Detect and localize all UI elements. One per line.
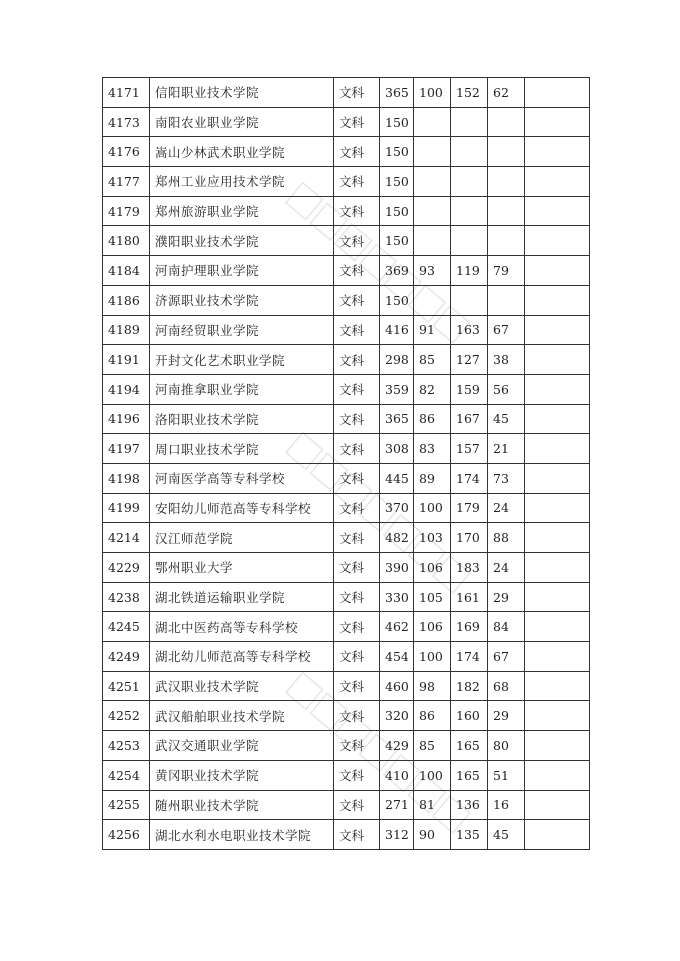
score-cell: 150 [380, 167, 414, 197]
blank-cell [525, 790, 590, 820]
score-cell: 150 [380, 107, 414, 137]
blank-cell [525, 523, 590, 553]
score-cell: 163 [451, 315, 488, 345]
table-row [103, 345, 590, 375]
subject-type-cell: 文科 [334, 285, 380, 315]
score-cell [488, 226, 525, 256]
score-cell: 157 [451, 434, 488, 464]
score-cell: 100 [414, 493, 451, 523]
subject-type-cell: 文科 [334, 463, 380, 493]
blank-cell [525, 404, 590, 434]
score-cell: 29 [488, 582, 525, 612]
score-cell: 83 [414, 434, 451, 464]
blank-cell [525, 345, 590, 375]
school-code-cell: 4255 [103, 790, 150, 820]
subject-type-cell: 文科 [334, 820, 380, 850]
subject-type-cell: 文科 [334, 107, 380, 137]
school-name-cell: 周口职业技术学院 [150, 434, 334, 464]
school-name-cell: 武汉船舶职业技术学院 [150, 701, 334, 731]
blank-cell [525, 731, 590, 761]
blank-cell [525, 374, 590, 404]
score-cell: 454 [380, 642, 414, 672]
school-code-cell: 4253 [103, 731, 150, 761]
table-row [103, 404, 590, 434]
table-row [103, 760, 590, 790]
blank-cell [525, 760, 590, 790]
score-cell [414, 107, 451, 137]
school-code-cell: 4251 [103, 671, 150, 701]
table-row [103, 493, 590, 523]
score-cell: 390 [380, 553, 414, 583]
school-code-cell: 4191 [103, 345, 150, 375]
score-cell: 68 [488, 671, 525, 701]
subject-type-cell: 文科 [334, 404, 380, 434]
school-name-cell: 嵩山少林武术职业学院 [150, 137, 334, 167]
subject-type-cell: 文科 [334, 434, 380, 464]
subject-type-cell: 文科 [334, 493, 380, 523]
subject-type-cell: 文科 [334, 374, 380, 404]
blank-cell [525, 226, 590, 256]
table-row [103, 731, 590, 761]
school-name-cell: 濮阳职业技术学院 [150, 226, 334, 256]
score-cell [488, 196, 525, 226]
score-cell: 445 [380, 463, 414, 493]
blank-cell [525, 315, 590, 345]
table-row [103, 642, 590, 672]
score-cell [451, 167, 488, 197]
score-cell: 369 [380, 256, 414, 286]
score-cell: 370 [380, 493, 414, 523]
school-name-cell: 武汉职业技术学院 [150, 671, 334, 701]
score-cell: 152 [451, 78, 488, 108]
score-cell: 308 [380, 434, 414, 464]
score-cell: 150 [380, 226, 414, 256]
school-name-cell: 随州职业技术学院 [150, 790, 334, 820]
subject-type-cell: 文科 [334, 553, 380, 583]
blank-cell [525, 701, 590, 731]
score-cell: 73 [488, 463, 525, 493]
subject-type-cell: 文科 [334, 760, 380, 790]
score-cell: 150 [380, 285, 414, 315]
score-cell: 29 [488, 701, 525, 731]
table-row [103, 553, 590, 583]
score-cell: 81 [414, 790, 451, 820]
blank-cell [525, 463, 590, 493]
school-code-cell: 4173 [103, 107, 150, 137]
school-name-cell: 安阳幼儿师范高等专科学校 [150, 493, 334, 523]
blank-cell [525, 612, 590, 642]
school-name-cell: 河南经贸职业学院 [150, 315, 334, 345]
subject-type-cell: 文科 [334, 196, 380, 226]
score-cell: 86 [414, 701, 451, 731]
score-cell: 67 [488, 315, 525, 345]
school-name-cell: 湖北中医药高等专科学校 [150, 612, 334, 642]
score-cell: 51 [488, 760, 525, 790]
score-cell: 119 [451, 256, 488, 286]
school-code-cell: 4179 [103, 196, 150, 226]
score-cell: 174 [451, 642, 488, 672]
school-name-cell: 郑州工业应用技术学院 [150, 167, 334, 197]
blank-cell [525, 434, 590, 464]
school-name-cell: 洛阳职业技术学院 [150, 404, 334, 434]
school-code-cell: 4180 [103, 226, 150, 256]
school-code-cell: 4229 [103, 553, 150, 583]
score-cell: 88 [488, 523, 525, 553]
score-cell: 106 [414, 553, 451, 583]
score-cell: 298 [380, 345, 414, 375]
subject-type-cell: 文科 [334, 345, 380, 375]
score-cell: 91 [414, 315, 451, 345]
blank-cell [525, 107, 590, 137]
score-cell: 482 [380, 523, 414, 553]
school-code-cell: 4186 [103, 285, 150, 315]
table-row [103, 582, 590, 612]
score-cell: 320 [380, 701, 414, 731]
score-cell: 67 [488, 642, 525, 672]
school-name-cell: 武汉交通职业学院 [150, 731, 334, 761]
score-cell: 174 [451, 463, 488, 493]
score-cell: 170 [451, 523, 488, 553]
school-code-cell: 4197 [103, 434, 150, 464]
school-name-cell: 湖北水利水电职业技术学院 [150, 820, 334, 850]
score-cell: 82 [414, 374, 451, 404]
table-row [103, 374, 590, 404]
score-cell: 416 [380, 315, 414, 345]
score-cell: 98 [414, 671, 451, 701]
score-cell [414, 167, 451, 197]
score-cell: 86 [414, 404, 451, 434]
score-cell: 271 [380, 790, 414, 820]
school-code-cell: 4184 [103, 256, 150, 286]
score-cell: 100 [414, 642, 451, 672]
score-cell: 79 [488, 256, 525, 286]
score-cell [451, 107, 488, 137]
blank-cell [525, 256, 590, 286]
school-code-cell: 4252 [103, 701, 150, 731]
blank-cell [525, 196, 590, 226]
school-name-cell: 郑州旅游职业学院 [150, 196, 334, 226]
blank-cell [525, 671, 590, 701]
score-cell: 80 [488, 731, 525, 761]
score-cell: 159 [451, 374, 488, 404]
score-cell: 165 [451, 760, 488, 790]
blank-cell [525, 642, 590, 672]
subject-type-cell: 文科 [334, 226, 380, 256]
blank-cell [525, 137, 590, 167]
score-cell: 24 [488, 553, 525, 583]
score-cell: 150 [380, 137, 414, 167]
score-cell [488, 167, 525, 197]
score-cell [451, 285, 488, 315]
score-cell: 100 [414, 760, 451, 790]
table-body [103, 78, 590, 850]
subject-type-cell: 文科 [334, 256, 380, 286]
score-cell: 84 [488, 612, 525, 642]
blank-cell [525, 167, 590, 197]
blank-cell [525, 582, 590, 612]
school-code-cell: 4256 [103, 820, 150, 850]
subject-type-cell: 文科 [334, 790, 380, 820]
subject-type-cell: 文科 [334, 642, 380, 672]
table-row [103, 285, 590, 315]
school-code-cell: 4176 [103, 137, 150, 167]
score-cell: 460 [380, 671, 414, 701]
score-cell: 462 [380, 612, 414, 642]
table-row [103, 256, 590, 286]
score-cell: 429 [380, 731, 414, 761]
score-cell: 183 [451, 553, 488, 583]
blank-cell [525, 820, 590, 850]
table-row [103, 107, 590, 137]
table-row [103, 434, 590, 464]
score-cell [451, 137, 488, 167]
score-cell: 93 [414, 256, 451, 286]
subject-type-cell: 文科 [334, 731, 380, 761]
score-cell: 136 [451, 790, 488, 820]
score-cell: 45 [488, 820, 525, 850]
admission-score-table [102, 77, 590, 850]
school-name-cell: 湖北幼儿师范高等专科学校 [150, 642, 334, 672]
school-code-cell: 4214 [103, 523, 150, 553]
score-cell: 179 [451, 493, 488, 523]
table-row [103, 820, 590, 850]
score-cell: 56 [488, 374, 525, 404]
school-code-cell: 4245 [103, 612, 150, 642]
school-code-cell: 4177 [103, 167, 150, 197]
score-cell: 24 [488, 493, 525, 523]
score-cell: 105 [414, 582, 451, 612]
score-cell [451, 196, 488, 226]
school-name-cell: 河南护理职业学院 [150, 256, 334, 286]
score-cell: 182 [451, 671, 488, 701]
blank-cell [525, 78, 590, 108]
score-cell [488, 137, 525, 167]
score-cell: 161 [451, 582, 488, 612]
school-name-cell: 信阳职业技术学院 [150, 78, 334, 108]
school-name-cell: 汉江师范学院 [150, 523, 334, 553]
school-code-cell: 4171 [103, 78, 150, 108]
score-cell [488, 285, 525, 315]
school-code-cell: 4249 [103, 642, 150, 672]
subject-type-cell: 文科 [334, 612, 380, 642]
table-row [103, 463, 590, 493]
table-row [103, 315, 590, 345]
subject-type-cell: 文科 [334, 315, 380, 345]
score-cell: 89 [414, 463, 451, 493]
score-cell: 167 [451, 404, 488, 434]
score-cell: 312 [380, 820, 414, 850]
subject-type-cell: 文科 [334, 78, 380, 108]
school-code-cell: 4199 [103, 493, 150, 523]
score-cell [414, 137, 451, 167]
table-row [103, 523, 590, 553]
school-code-cell: 4198 [103, 463, 150, 493]
score-cell: 90 [414, 820, 451, 850]
score-cell: 21 [488, 434, 525, 464]
table-row [103, 612, 590, 642]
score-cell: 135 [451, 820, 488, 850]
school-name-cell: 开封文化艺术职业学院 [150, 345, 334, 375]
subject-type-cell: 文科 [334, 523, 380, 553]
school-code-cell: 4196 [103, 404, 150, 434]
school-name-cell: 河南推拿职业学院 [150, 374, 334, 404]
score-cell [488, 107, 525, 137]
score-cell: 85 [414, 731, 451, 761]
blank-cell [525, 493, 590, 523]
score-cell: 365 [380, 78, 414, 108]
subject-type-cell: 文科 [334, 167, 380, 197]
score-cell: 410 [380, 760, 414, 790]
score-cell: 330 [380, 582, 414, 612]
score-cell [414, 226, 451, 256]
school-name-cell: 河南医学高等专科学校 [150, 463, 334, 493]
school-code-cell: 4254 [103, 760, 150, 790]
score-cell: 45 [488, 404, 525, 434]
subject-type-cell: 文科 [334, 137, 380, 167]
school-name-cell: 济源职业技术学院 [150, 285, 334, 315]
score-cell: 127 [451, 345, 488, 375]
table-row [103, 78, 590, 108]
score-cell [414, 285, 451, 315]
score-cell: 106 [414, 612, 451, 642]
table-row [103, 167, 590, 197]
blank-cell [525, 553, 590, 583]
table-row [103, 701, 590, 731]
score-cell: 62 [488, 78, 525, 108]
table-row [103, 196, 590, 226]
table-row [103, 137, 590, 167]
subject-type-cell: 文科 [334, 582, 380, 612]
table-row [103, 790, 590, 820]
school-name-cell: 鄂州职业大学 [150, 553, 334, 583]
score-cell: 359 [380, 374, 414, 404]
school-name-cell: 黄冈职业技术学院 [150, 760, 334, 790]
score-cell: 165 [451, 731, 488, 761]
subject-type-cell: 文科 [334, 701, 380, 731]
score-cell: 160 [451, 701, 488, 731]
score-cell: 85 [414, 345, 451, 375]
score-cell: 103 [414, 523, 451, 553]
school-name-cell: 湖北铁道运输职业学院 [150, 582, 334, 612]
table-row [103, 671, 590, 701]
score-cell: 16 [488, 790, 525, 820]
score-cell: 169 [451, 612, 488, 642]
score-cell [414, 196, 451, 226]
score-cell: 100 [414, 78, 451, 108]
score-cell: 365 [380, 404, 414, 434]
school-code-cell: 4238 [103, 582, 150, 612]
school-code-cell: 4194 [103, 374, 150, 404]
score-cell: 38 [488, 345, 525, 375]
school-name-cell: 南阳农业职业学院 [150, 107, 334, 137]
subject-type-cell: 文科 [334, 671, 380, 701]
blank-cell [525, 285, 590, 315]
school-code-cell: 4189 [103, 315, 150, 345]
score-cell: 150 [380, 196, 414, 226]
score-cell [451, 226, 488, 256]
table-row [103, 226, 590, 256]
